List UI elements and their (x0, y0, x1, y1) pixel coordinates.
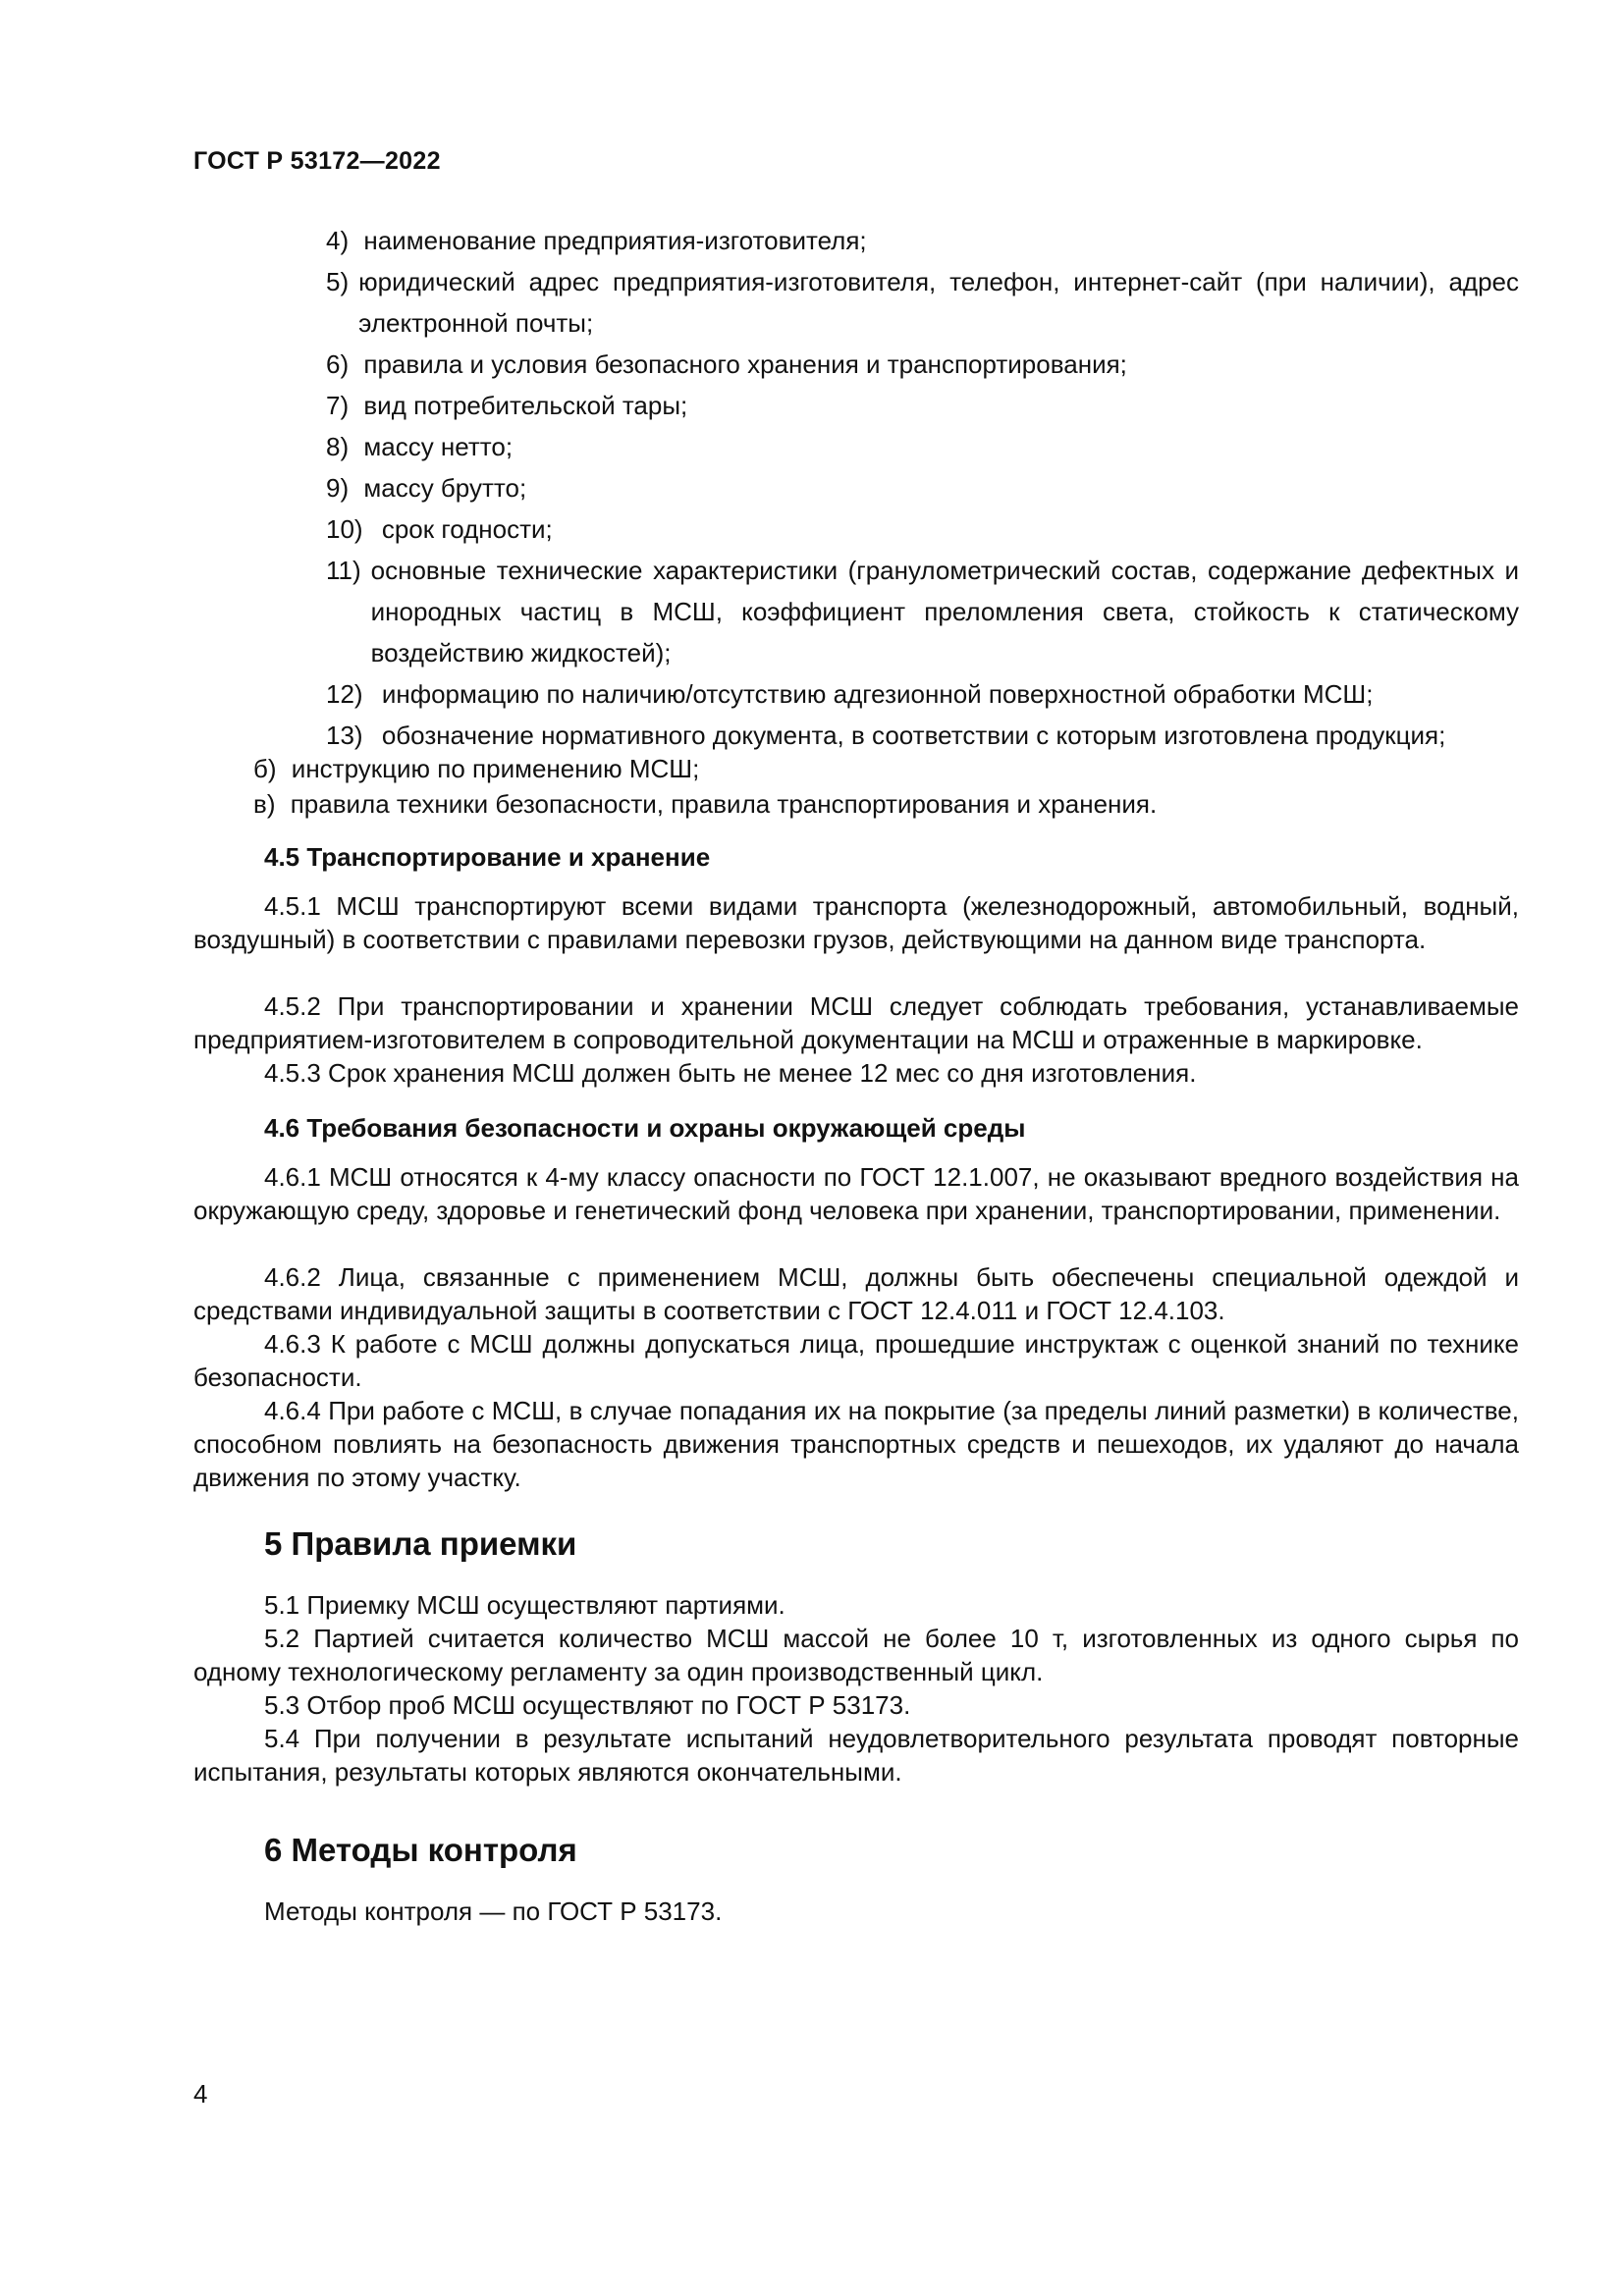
list-item-number: 13) (326, 721, 363, 750)
list-item-text: правила и условия безопасного хранения и транспортирования; (363, 349, 1127, 379)
paragraph-5-1: 5.1 Приемку МСШ осуществляют партиями. (264, 1590, 785, 1620)
list-item (326, 467, 526, 508)
list-item-text: вид потребительской тары; (363, 391, 688, 420)
list-item (326, 550, 1519, 673)
list-item-number: 5) (326, 267, 350, 296)
list-item (253, 783, 1157, 825)
list-item-text: инструкцию по применению МСШ; (291, 754, 700, 783)
paragraph-4-5-1: 4.5.1 МСШ транспортируют всеми видами транспорта (железнодорожный, автомобильный, водный, воздушный) в соответствии с правилами перевозки грузов, действующими на данном виде транспорта. (193, 891, 1519, 954)
list-item (326, 673, 1373, 715)
list-item-text: правила техники безопасности, правила транспортирования и хранения. (290, 789, 1158, 819)
section-heading-5: 5 Правила приемки (264, 1525, 577, 1562)
page-number: 4 (193, 2079, 208, 2109)
paragraph-4-5-3: 4.5.3 Срок хранения МСШ должен быть не менее 12 мес со дня изготовления. (264, 1058, 1197, 1088)
paragraph-6: Методы контроля — по ГОСТ Р 53173. (264, 1896, 723, 1926)
paragraph-5-4: 5.4 При получении в результате испытаний неудовлетворительного результата проводят повторные испытания, результаты которых являются окончательными. (193, 1724, 1519, 1787)
paragraph-4-6-2: 4.6.2 Лица, связанные с применением МСШ, должны быть обеспечены специальной одеждой и средствами индивидуальной защиты в соответствии с ГОСТ 12.4.011 и ГОСТ 12.4.103. (193, 1262, 1519, 1325)
list-item-letter: в) (253, 789, 276, 819)
list-item (326, 261, 1519, 344)
list-item-number: 12) (326, 679, 363, 709)
list-item-number: 8) (326, 432, 350, 461)
list-item-number: 11) (326, 556, 361, 585)
list-item-number: 6) (326, 349, 350, 379)
section-heading-6: 6 Методы контроля (264, 1832, 577, 1868)
paragraph-5-3: 5.3 Отбор проб МСШ осуществляют по ГОСТ Р 53173. (264, 1690, 911, 1720)
list-item-text: обозначение нормативного документа, в соответствии с которым изготовлена продукция; (381, 721, 1446, 750)
list-item (326, 426, 513, 467)
list-item-text: массу нетто; (363, 432, 514, 461)
list-item-number: 4) (326, 226, 350, 255)
list-item-text: основные технические характеристики (гранулометрический состав, содержание дефектных и инородных частиц в МСШ, коэффициент преломления света, стойкость к статическому воздействию жидкостей); (370, 556, 1519, 667)
document-header-code: ГОСТ Р 53172—2022 (193, 147, 441, 175)
list-item-number: 7) (326, 391, 350, 420)
subsection-heading-4-6: 4.6 Требования безопасности и охраны окружающей среды (264, 1113, 1026, 1143)
paragraph-4-5-2: 4.5.2 При транспортировании и хранении МСШ следует соблюдать требования, устанавливаемые предприятием-изготовителем в сопроводительной документации на МСШ и отраженные в маркировке. (193, 991, 1519, 1054)
list-item-text: срок годности; (381, 514, 553, 544)
list-item-text: массу брутто; (363, 473, 527, 503)
list-item-letter: б) (253, 754, 277, 783)
list-item-text: информацию по наличию/отсутствию адгезионной поверхностной обработки МСШ; (381, 679, 1374, 709)
list-item-text: юридический адрес предприятия-изготовителя, телефон, интернет-сайт (при наличии), адрес электронной почты; (358, 267, 1519, 338)
paragraph-4-6-1: 4.6.1 МСШ относятся к 4-му классу опасности по ГОСТ 12.1.007, не оказывают вредного воздействия на окружающую среду, здоровье и генетический фонд человека при хранении, транспортировании, применении. (193, 1162, 1519, 1225)
list-item-text: наименование предприятия-изготовителя; (363, 226, 867, 255)
paragraph-4-6-4: 4.6.4 При работе с МСШ, в случае попадания их на покрытие (за пределы линий разметки) в количестве, способном повлиять на безопасность движения транспортных средств и пешеходов, их удаляют до начала движения по этому участку. (193, 1396, 1519, 1492)
list-item (326, 385, 687, 426)
list-item (326, 344, 1127, 385)
list-item (326, 220, 867, 261)
paragraph-4-6-3: 4.6.3 К работе с МСШ должны допускаться лица, прошедшие инструктаж с оценкой знаний по технике безопасности. (193, 1329, 1519, 1392)
subsection-heading-4-5: 4.5 Транспортирование и хранение (264, 842, 711, 872)
paragraph-5-2: 5.2 Партией считается количество МСШ массой не более 10 т, изготовленных из одного сырья по одному технологическому регламенту за один производственный цикл. (193, 1624, 1519, 1686)
list-item-number: 9) (326, 473, 350, 503)
list-item-number: 10) (326, 514, 363, 544)
list-item (326, 508, 553, 550)
